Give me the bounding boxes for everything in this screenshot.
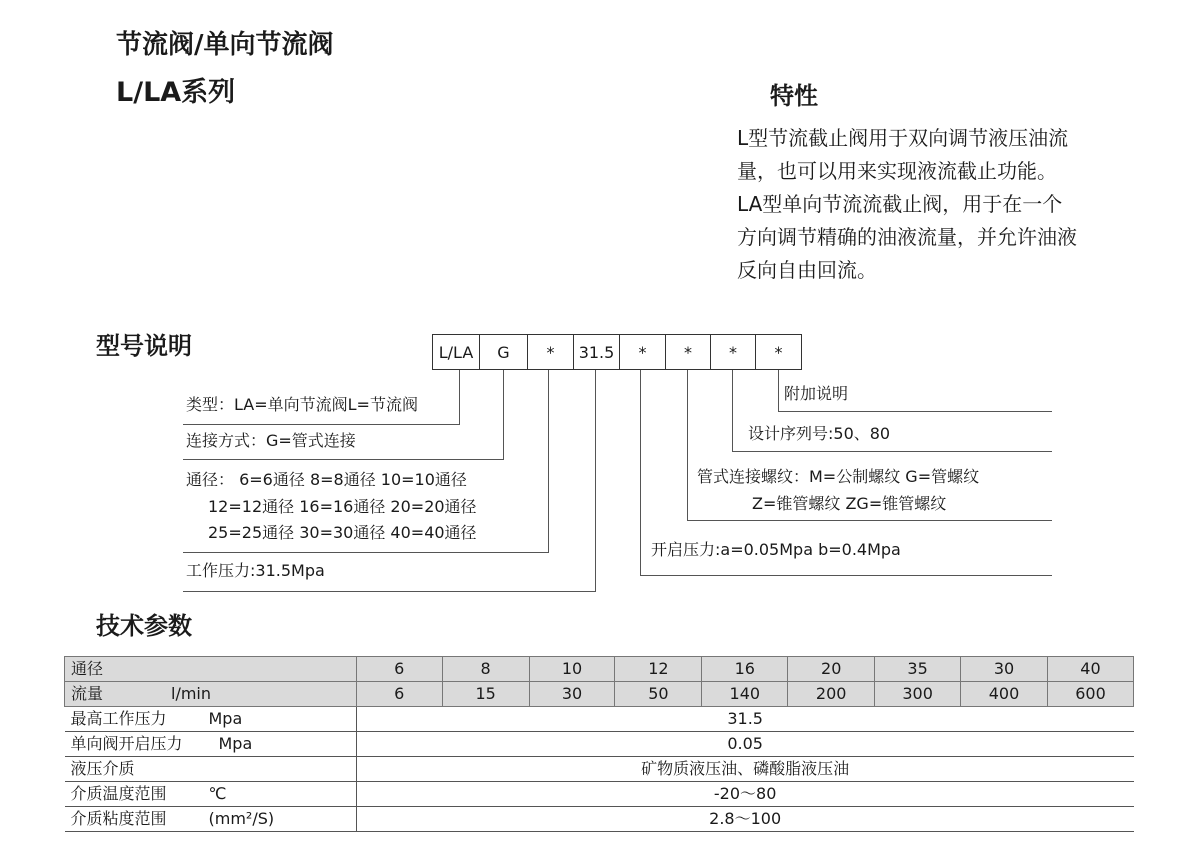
code-box-type: L/LA [432, 334, 479, 370]
connector-line [732, 370, 733, 452]
connector-line [183, 591, 596, 592]
note-opening: 开启压力:a=0.05Mpa b=0.4Mpa [651, 540, 901, 559]
connector-line [183, 424, 460, 425]
connector-line [459, 370, 460, 425]
note-thread: Z=锥管螺纹 ZG=锥管螺纹 [752, 494, 947, 513]
table-cell: 35 [875, 657, 961, 682]
table-cell: 200 [788, 682, 875, 707]
connector-line [687, 520, 1052, 521]
table-cell: 10 [529, 657, 615, 682]
table-cell: 8 [442, 657, 529, 682]
table-cell: 31.5 [356, 707, 1133, 732]
row-label-text: 液压介质 [70, 759, 135, 778]
connector-line [183, 459, 504, 460]
table-cell: 6 [356, 682, 442, 707]
table-cell: 140 [702, 682, 788, 707]
note-diameter: 通径： 6=6通径 8=8通径 10=10通径 [186, 470, 467, 489]
table-cell: 50 [615, 682, 702, 707]
code-box-pressure: 31.5 [573, 334, 619, 370]
note-thread: 管式连接螺纹：M=公制螺纹 G=管螺纹 [697, 467, 980, 486]
table-cell: 15 [442, 682, 529, 707]
connector-line [183, 552, 549, 553]
note-connection: 连接方式：G=管式连接 [186, 431, 356, 450]
table-cell: 30 [961, 657, 1048, 682]
table-row [65, 782, 1134, 807]
connector-line [687, 370, 688, 521]
table-cell: 16 [702, 657, 788, 682]
table-row [65, 682, 1134, 707]
row-label-text: 最高工作压力 [70, 709, 167, 728]
code-box-design: * [710, 334, 755, 370]
row-label [65, 757, 357, 782]
row-unit: l/min [171, 684, 212, 703]
note-type: 类型：LA=单向节流阀L=节流阀 [186, 395, 418, 414]
features-heading: 特性 [770, 82, 818, 110]
table-cell: 矿物质液压油、磷酸脂液压油 [356, 757, 1133, 782]
table-cell: 6 [356, 657, 442, 682]
note-diameter: 12=12通径 16=16通径 20=20通径 [208, 497, 477, 516]
features-line: 方向调节精确的油液流量，并允许油液 [737, 225, 1077, 249]
note-pressure: 工作压力:31.5Mpa [186, 561, 325, 580]
table-row [65, 657, 1134, 682]
row-label [65, 657, 357, 682]
row-label-text: 介质温度范围 [70, 784, 167, 803]
row-label [65, 782, 357, 807]
connector-line [595, 370, 596, 592]
table-cell: 40 [1047, 657, 1133, 682]
connector-line [732, 451, 1052, 452]
row-label-text: 介质粘度范围 [70, 809, 167, 828]
table-cell: 0.05 [356, 732, 1133, 757]
table-cell: 300 [875, 682, 961, 707]
page-title: 节流阀/单向节流阀 [116, 30, 334, 60]
row-unit: (mm²/S) [208, 809, 275, 828]
table-cell: 30 [529, 682, 615, 707]
series-title [116, 70, 235, 109]
note-extra: 附加说明 [784, 384, 849, 403]
code-box-opening: * [619, 334, 665, 370]
code-box-diameter: * [527, 334, 573, 370]
features-line: LA型单向节流流截止阀，用于在一个 [737, 192, 1063, 216]
features-line: 量，也可以用来实现液流截止功能。 [737, 159, 1057, 183]
specs-heading: 技术参数 [96, 612, 192, 640]
features-line: 反向自由回流。 [737, 258, 877, 282]
features-line: L型节流截止阀用于双向调节液压油流 [737, 126, 1069, 150]
row-label-text: 通径 [71, 659, 104, 678]
code-box-connection: G [479, 334, 527, 370]
model-heading: 型号说明 [96, 332, 192, 360]
row-unit: Mpa [208, 709, 243, 728]
table-cell: -20～80 [356, 782, 1133, 807]
row-unit: Mpa [218, 734, 253, 753]
row-label [65, 807, 357, 832]
note-diameter: 25=25通径 30=30通径 40=40通径 [208, 523, 477, 542]
code-box-thread: * [665, 334, 710, 370]
connector-line [548, 370, 549, 553]
table-row [65, 707, 1134, 732]
table-cell: 20 [788, 657, 875, 682]
row-label-text: 流量 [71, 684, 104, 703]
connector-line [640, 575, 1052, 576]
row-label [65, 732, 357, 757]
table-row [65, 757, 1134, 782]
row-label-text: 单向阀开启压力 [70, 734, 183, 753]
table-cell: 12 [615, 657, 702, 682]
connector-line [503, 370, 504, 460]
row-label [65, 682, 357, 707]
table-cell: 400 [961, 682, 1048, 707]
code-box-extra: * [755, 334, 802, 370]
connector-line [778, 411, 1052, 412]
table-row [65, 807, 1134, 832]
note-design: 设计序列号:50、80 [748, 424, 891, 443]
row-unit: ℃ [208, 784, 227, 803]
table-row [65, 732, 1134, 757]
connector-line [640, 370, 641, 576]
spec-table [64, 656, 1134, 832]
connector-line [778, 370, 779, 412]
row-label [65, 707, 357, 732]
table-cell: 600 [1047, 682, 1133, 707]
features-text [737, 122, 1077, 287]
series-title-text: L/LA系列 [116, 77, 236, 108]
table-cell: 2.8～100 [356, 807, 1133, 832]
